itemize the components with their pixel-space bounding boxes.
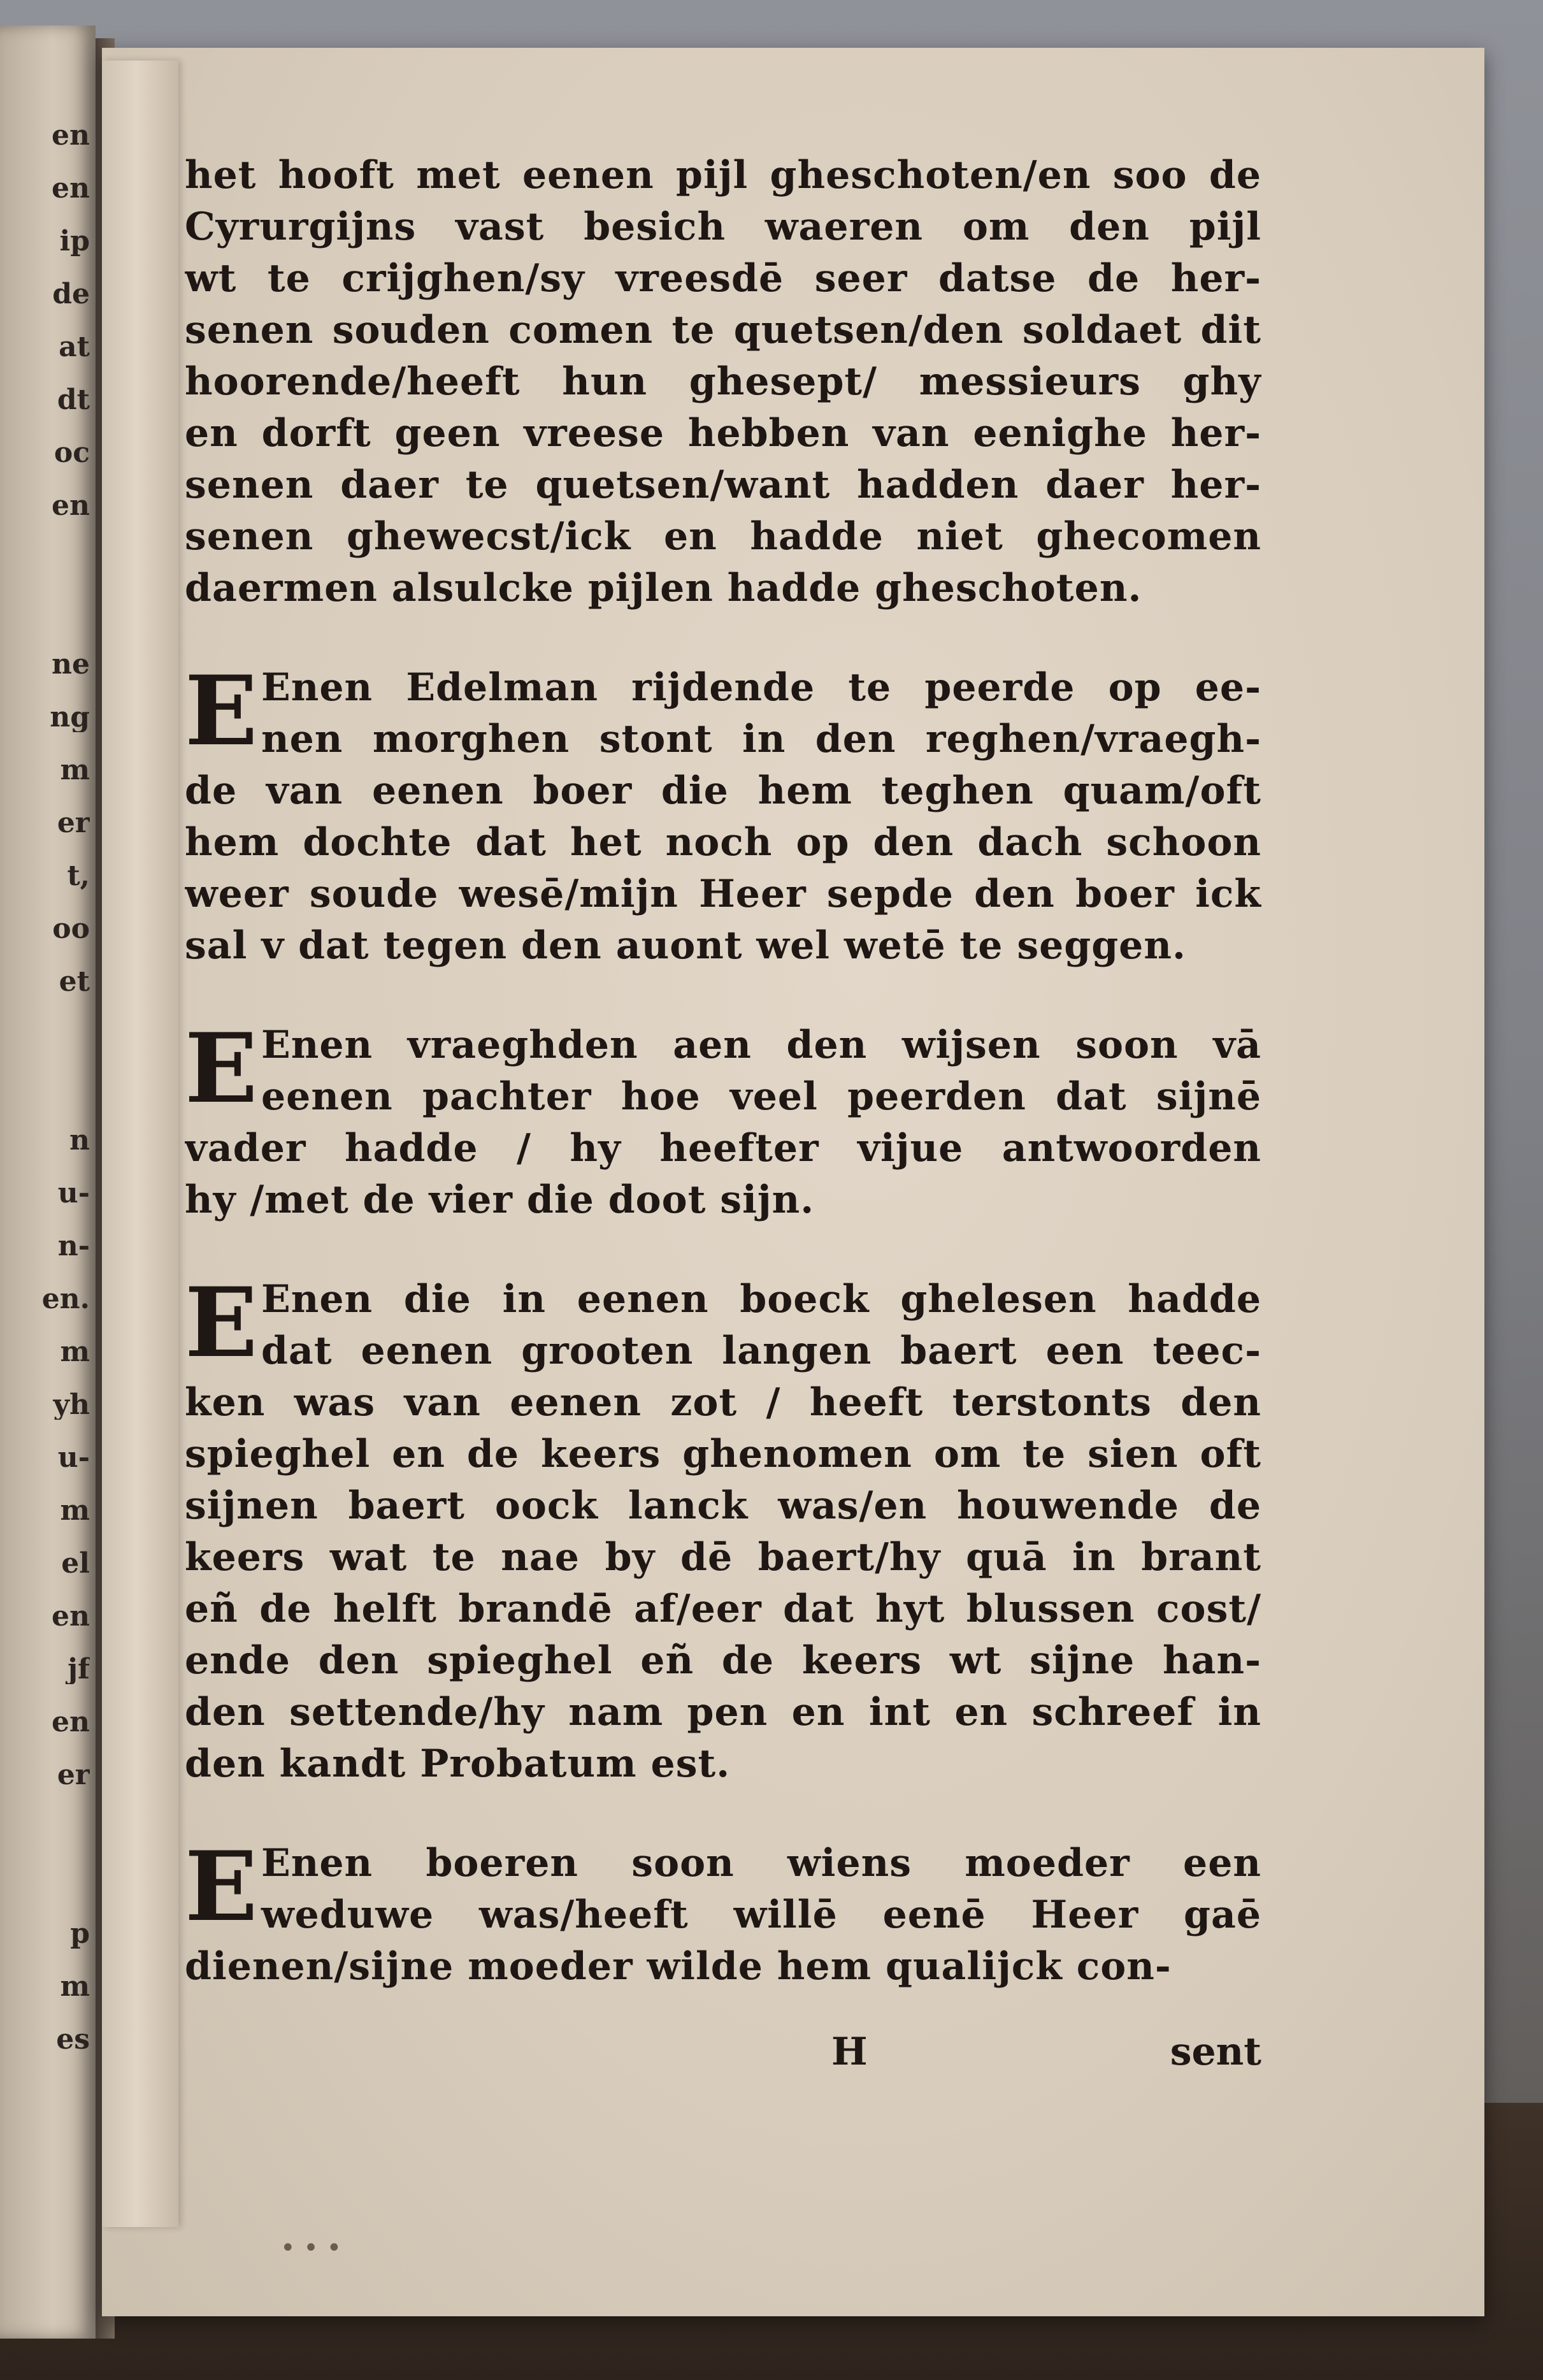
text-line: Enen vraeghden aen den wijsen soon vā <box>261 1023 1261 1067</box>
facing-page-fragment: m <box>60 1972 90 2001</box>
drop-cap: E <box>185 655 258 767</box>
facing-page-fragment: en. <box>41 1285 90 1314</box>
text-line: ende den spieghel eñ de keers wt sijne han- <box>185 1638 1261 1683</box>
facing-page-fragment <box>4 1020 90 1049</box>
facing-page-fragment <box>4 597 90 626</box>
facing-page-fragment: jf <box>68 1655 90 1684</box>
facing-page-fragment: oo <box>52 914 90 944</box>
text-line: Cyrurgijns vast besich waeren om den pijl <box>185 205 1261 249</box>
margin-marks: • • • <box>280 2233 342 2263</box>
text-line: wt te crijghen/sy vreesdē seer datse de her- <box>185 256 1261 301</box>
facing-page-fragment: m <box>60 756 90 785</box>
text-line: keers wat te nae by dē baert/hy quā in brant <box>185 1535 1261 1580</box>
text-line: weduwe was/heeft willē eenē Heer gaē <box>261 1893 1261 1937</box>
text-line: hem dochte dat het noch op den dach schoon <box>185 820 1261 865</box>
text-line: weer soude wesē/mijn Heer sepde den boer ick <box>185 872 1261 916</box>
text-line: het hooft met eenen pijl gheschoten/en soo de <box>185 153 1261 198</box>
facing-page-fragment <box>4 1073 90 1102</box>
facing-page-fragment <box>4 1866 90 1896</box>
facing-page-fragment: ip <box>59 227 90 256</box>
text-line: vader hadde / hy heefter vijue antwoorden <box>185 1126 1261 1171</box>
paragraph-1 <box>185 150 1261 614</box>
facing-page-fragment: dt <box>57 386 90 415</box>
facing-page-fragment: er <box>57 809 90 838</box>
facing-page-fragment: en <box>52 174 90 203</box>
facing-page-fragment: t, <box>67 862 90 891</box>
text-line: ken was van eenen zot / heeft terstonts den <box>185 1380 1261 1425</box>
text-line: dat eenen grooten langen baert een teec- <box>261 1329 1261 1373</box>
facing-page-fragment: n- <box>57 1232 90 1261</box>
facing-page-fragment: p <box>70 1919 90 1949</box>
paragraph-4 <box>185 1267 1261 1790</box>
text-line: Enen Edelman rijdende te peerde op ee- <box>261 665 1261 710</box>
text-line: senen souden comen te quetsen/den soldaet dit <box>185 308 1261 352</box>
text-line: dienen/sijne moeder wilde hem qualijck con- <box>185 1944 1172 1989</box>
paragraph-5 <box>185 1831 1261 1993</box>
facing-page-fragment: n <box>69 1126 90 1155</box>
text-line: Enen boeren soon wiens moeder een <box>261 1841 1261 1886</box>
text-line: de van eenen boer die hem teghen quam/oft <box>185 768 1261 813</box>
facing-page-fragment: m <box>60 1338 90 1367</box>
facing-page-fragment: er <box>57 1761 90 1790</box>
facing-page-fragment: oc <box>54 438 90 468</box>
facing-page-fragment: ne <box>52 650 90 679</box>
text-line: hoorende/heeft hun ghesept/ messieurs ghy <box>185 359 1261 404</box>
facing-page-fragment: et <box>59 967 90 997</box>
text-line: nen morghen stont in den reghen/vraegh- <box>261 717 1261 761</box>
paragraph-2 <box>185 655 1261 972</box>
paragraph-3 <box>185 1013 1261 1226</box>
text-line: en dorft geen vreese hebben van eenighe her- <box>185 411 1261 456</box>
facing-page-fragment <box>4 1814 90 1843</box>
text-line: Enen die in eenen boeck ghelesen hadde <box>261 1277 1261 1322</box>
text-line: spieghel en de keers ghenomen om te sien oft <box>185 1432 1261 1476</box>
text-line: hy /met de vier die doot sijn. <box>185 1178 815 1222</box>
facing-page-fragment: de <box>52 280 90 309</box>
facing-page-fragment: el <box>61 1549 90 1578</box>
drop-cap: E <box>185 1013 258 1125</box>
drop-cap: E <box>185 1831 258 1943</box>
text-line: daermen alsulcke pijlen hadde gheschoten. <box>185 566 1142 610</box>
text-line: den settende/hy nam pen en int en schreef in <box>185 1690 1261 1735</box>
facing-page-fragment: en <box>52 491 90 521</box>
facing-page-fragment <box>4 544 90 573</box>
text-line: senen daer te quetsen/want hadden daer her- <box>185 463 1261 507</box>
facing-page-fragment: u- <box>57 1443 90 1473</box>
binding-strip <box>102 61 178 2227</box>
facing-page-fragment: en <box>52 1602 90 1631</box>
facing-page-fragment: u- <box>57 1179 90 1208</box>
facing-page-fragment: at <box>59 333 90 362</box>
text-line: sal v dat tegen den auont wel wetē te seggen. <box>185 923 1186 968</box>
text-line: senen ghewecst/ick en hadde niet ghecomen <box>185 514 1261 559</box>
text-line: eenen pachter hoe veel peerden dat sijnē <box>261 1074 1261 1119</box>
text-line: den kandt Probatum est. <box>185 1742 731 1786</box>
facing-page-fragment: ng <box>50 703 90 732</box>
facing-page-fragment: m <box>60 1496 90 1525</box>
catchword: sent <box>1170 2030 1261 2074</box>
text-line: sijnen baert oock lanck was/en houwende de <box>185 1483 1261 1528</box>
facing-page-fragment: en <box>52 121 90 150</box>
facing-page-fragment: yh <box>53 1390 90 1420</box>
page-footer <box>185 2030 1261 2087</box>
facing-page-left <box>0 25 96 2339</box>
signature-mark: H <box>831 2030 868 2074</box>
page-text-block <box>185 150 1261 1993</box>
text-line: eñ de helft brandē af/eer dat hyt blussen cost/ <box>185 1587 1261 1631</box>
drop-cap: E <box>185 1267 258 1379</box>
facing-page-fragment: es <box>56 2025 90 2054</box>
facing-page-fragment: en <box>52 1708 90 1737</box>
